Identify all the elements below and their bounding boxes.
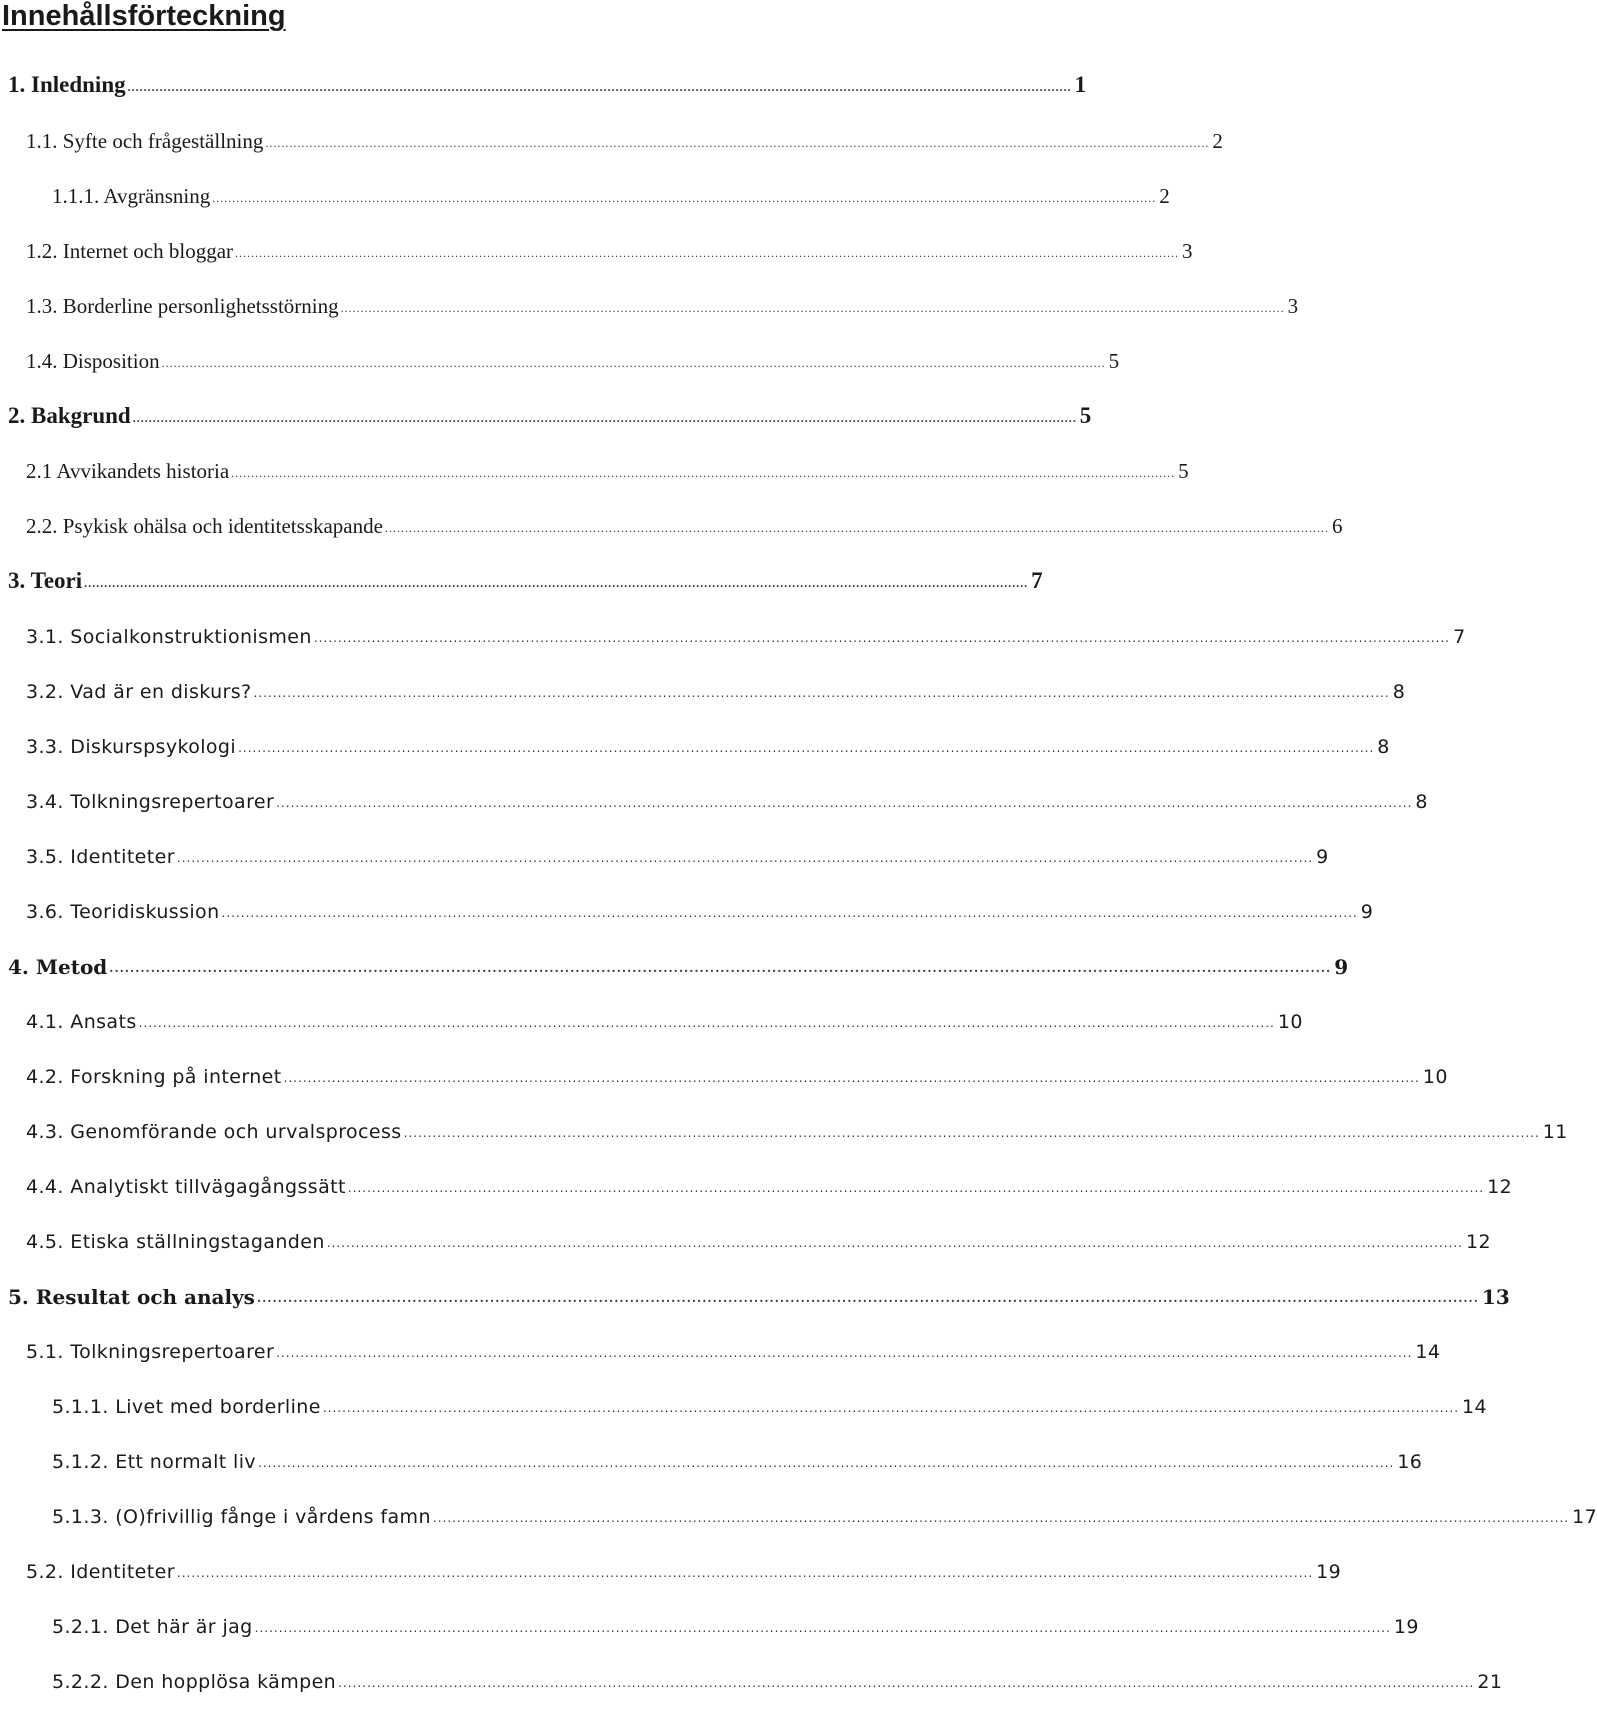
toc-entry[interactable] — [52, 1658, 1503, 1693]
toc-entry-label: 2. Bakgrund — [8, 403, 131, 428]
toc-entry-label: 3.3. Diskurspsykologi — [26, 736, 237, 758]
dot-leader: ............................................................................................................................................................................................................................................ — [258, 1456, 1395, 1470]
toc-entry-label: 1.1.1. Avgränsning — [52, 184, 211, 208]
toc-entry[interactable] — [26, 1328, 1441, 1363]
toc-entry[interactable] — [26, 448, 1189, 483]
dot-leader: ............................................................................................................................................................................................................................................ — [176, 851, 1314, 865]
dot-leader: ............................................................................................................................................................................................................................................ — [384, 521, 1329, 535]
toc-entry[interactable] — [52, 1493, 1597, 1528]
toc-entry-label: 5.2.1. Det här är jag — [52, 1616, 253, 1638]
toc-entry-label: 3.4. Tolkningsrepertoarer — [26, 791, 275, 813]
toc-entry-page: 10 — [1422, 1066, 1448, 1088]
toc-entry-label: 4.1. Ansats — [26, 1011, 137, 1033]
toc-entry-label: 3.5. Identiteter — [26, 846, 175, 868]
dot-leader: ............................................................................................................................................................................................................................................ — [276, 796, 1413, 810]
toc-entry[interactable] — [52, 1603, 1419, 1638]
dot-leader: ............................................................................................................................................................................................................................................ — [254, 1621, 1391, 1635]
toc-entry-label: 1.3. Borderline personlighetsstörning — [26, 294, 339, 318]
toc-entry-page: 21 — [1477, 1671, 1503, 1693]
dot-leader: ............................................................................................................................................................................................................................................ — [322, 1401, 1460, 1415]
toc-entry[interactable] — [52, 173, 1170, 208]
toc-entry-page: 19 — [1393, 1616, 1419, 1638]
toc-entry-page: 14 — [1415, 1341, 1441, 1363]
toc-entry-label: 4.3. Genomförande och urvalsprocess — [26, 1121, 402, 1143]
toc-entry-label: 3. Teori — [8, 568, 83, 593]
toc-entry-page: 5 — [1108, 349, 1120, 373]
toc-entry-label: 5.1.3. (O)frivillig fånge i vårdens famn — [52, 1506, 431, 1528]
dot-leader: ............................................................................................................................................................................................................................................ — [340, 301, 1285, 315]
dot-leader: ............................................................................................................................................................................................................................................ — [265, 136, 1210, 150]
toc-entry-page: 3 — [1287, 294, 1299, 318]
toc-entry-label: 3.6. Teoridiskussion — [26, 901, 220, 923]
dot-leader: ............................................................................................................................................................................................................................................ — [212, 191, 1157, 205]
toc-entry-page: 2 — [1159, 184, 1170, 208]
toc-entry-page: 17 — [1572, 1506, 1597, 1528]
toc-entry[interactable] — [26, 613, 1466, 648]
dot-leader: ............................................................................................................................................................................................................................................ — [253, 686, 1390, 700]
toc-entry[interactable] — [52, 1438, 1423, 1473]
toc-entry-page: 10 — [1277, 1011, 1303, 1033]
toc-entry-page: 13 — [1481, 1285, 1510, 1309]
toc-entry-label: 5.1.2. Ett normalt liv — [52, 1451, 257, 1473]
toc-entry-label: 5.2.2. Den hopplösa kämpen — [52, 1671, 337, 1693]
toc-entry-label: 1.1. Syfte och frågeställning — [26, 129, 264, 153]
toc-entry[interactable] — [8, 393, 1092, 428]
toc-entry-page: 9 — [1334, 955, 1349, 979]
toc-entry-page: 19 — [1316, 1561, 1342, 1583]
toc-entry-page: 2 — [1212, 129, 1223, 153]
toc-entry[interactable] — [26, 723, 1390, 758]
dot-leader: ............................................................................................................................................................................................................................................ — [238, 741, 1375, 755]
toc-entry[interactable] — [26, 503, 1343, 538]
dot-leader: ............................................................................................................................................................................................................................................ — [326, 1236, 1463, 1250]
toc-entry-label: 5.1.1. Livet med borderline — [52, 1396, 321, 1418]
toc-entry[interactable] — [26, 1163, 1513, 1198]
dot-leader: ............................................................................................................................................................................................................................................ — [231, 466, 1176, 480]
toc-entry[interactable] — [26, 668, 1406, 703]
dot-leader: ............................................................................................................................................................................................................................................ — [432, 1511, 1570, 1525]
toc-entry[interactable] — [8, 1273, 1510, 1309]
toc-entry-label: 3.1. Socialkonstruktionismen — [26, 626, 312, 648]
dot-leader: ............................................................................................................................................................................................................................................ — [84, 576, 1029, 590]
toc-entry-label: 2.1 Avvikandets historia — [26, 459, 230, 483]
toc-entry-label: 4.4. Analytiskt tillvägagångssätt — [26, 1176, 346, 1198]
toc-entry[interactable] — [8, 943, 1349, 979]
toc-entry-page: 3 — [1182, 239, 1193, 263]
toc-entry-page: 6 — [1331, 514, 1343, 538]
dot-leader: ............................................................................................................................................................................................................................................ — [127, 80, 1072, 94]
toc-entry[interactable] — [26, 888, 1374, 923]
dot-leader: ............................................................................................................................................................................................................................................ — [109, 961, 1332, 975]
toc-entry[interactable] — [26, 998, 1303, 1033]
toc-entry-page: 9 — [1360, 901, 1374, 923]
toc-entry-page: 12 — [1487, 1176, 1513, 1198]
toc-entry[interactable] — [26, 228, 1193, 263]
toc-entry[interactable] — [26, 283, 1299, 318]
toc-entry-page: 8 — [1377, 736, 1390, 758]
toc-entry-label: 4.2. Forskning på internet — [26, 1066, 282, 1088]
toc-entry-page: 7 — [1031, 568, 1043, 593]
toc-entry[interactable] — [26, 1548, 1342, 1583]
toc-entry-label: 5.2. Identiteter — [26, 1561, 175, 1583]
toc-entry-page: 5 — [1178, 459, 1189, 483]
dot-leader: ............................................................................................................................................................................................................................................ — [221, 906, 1358, 920]
toc-entry-page: 11 — [1542, 1121, 1568, 1143]
dot-leader: ............................................................................................................................................................................................................................................ — [347, 1181, 1485, 1195]
toc-entry-page: 8 — [1392, 681, 1406, 703]
toc-entry-label: 5. Resultat och analys — [8, 1285, 255, 1309]
toc-entry-label: 1.4. Disposition — [26, 349, 160, 373]
dot-leader: ............................................................................................................................................................................................................................................ — [338, 1676, 1475, 1690]
dot-leader: ............................................................................................................................................................................................................................................ — [313, 631, 1451, 645]
toc-entry[interactable] — [26, 833, 1329, 868]
dot-leader: ............................................................................................................................................................................................................................................ — [283, 1071, 1420, 1085]
toc-entry[interactable] — [26, 1053, 1448, 1088]
toc-entry-page: 14 — [1462, 1396, 1488, 1418]
dot-leader: ............................................................................................................................................................................................................................................ — [235, 246, 1180, 260]
toc-entry[interactable] — [8, 62, 1087, 97]
dot-leader: ............................................................................................................................................................................................................................................ — [256, 1291, 1479, 1305]
toc-entry[interactable] — [26, 1108, 1568, 1143]
toc-title: Innehållsförteckning — [2, 0, 286, 32]
dot-leader: ............................................................................................................................................................................................................................................ — [161, 356, 1106, 370]
toc-entry-label: 3.2. Vad är en diskurs? — [26, 681, 252, 703]
dot-leader: ............................................................................................................................................................................................................................................ — [176, 1566, 1314, 1580]
toc-entry[interactable] — [26, 118, 1223, 153]
toc-entry-page: 16 — [1397, 1451, 1423, 1473]
toc-entry-page: 12 — [1466, 1231, 1491, 1253]
toc-entry-page: 5 — [1079, 403, 1092, 428]
toc-entry[interactable] — [26, 338, 1120, 373]
toc-entry-label: 1. Inledning — [8, 72, 126, 97]
toc-entry[interactable] — [26, 1218, 1491, 1253]
toc-entry-page: 1 — [1074, 72, 1087, 97]
toc-entry[interactable] — [8, 558, 1043, 593]
dot-leader: ............................................................................................................................................................................................................................................ — [403, 1126, 1540, 1140]
toc-entry-label: 4. Metod — [8, 955, 108, 979]
toc-entry-label: 1.2. Internet och bloggar — [26, 239, 234, 263]
toc-entry-label: 5.1. Tolkningsrepertoarer — [26, 1341, 275, 1363]
toc-entry-label: 2.2. Psykisk ohälsa och identitetsskapande — [26, 514, 383, 538]
toc-entry-page: 8 — [1415, 791, 1428, 813]
dot-leader: ............................................................................................................................................................................................................................................ — [132, 411, 1077, 425]
toc-entry-page: 7 — [1453, 626, 1466, 648]
dot-leader: ............................................................................................................................................................................................................................................ — [276, 1346, 1413, 1360]
toc-entry-label: 4.5. Etiska ställningstaganden — [26, 1231, 325, 1253]
toc-entry[interactable] — [26, 778, 1428, 813]
toc-entry-page: 9 — [1316, 846, 1329, 868]
dot-leader: ............................................................................................................................................................................................................................................ — [138, 1016, 1275, 1030]
toc-entry[interactable] — [52, 1383, 1488, 1418]
